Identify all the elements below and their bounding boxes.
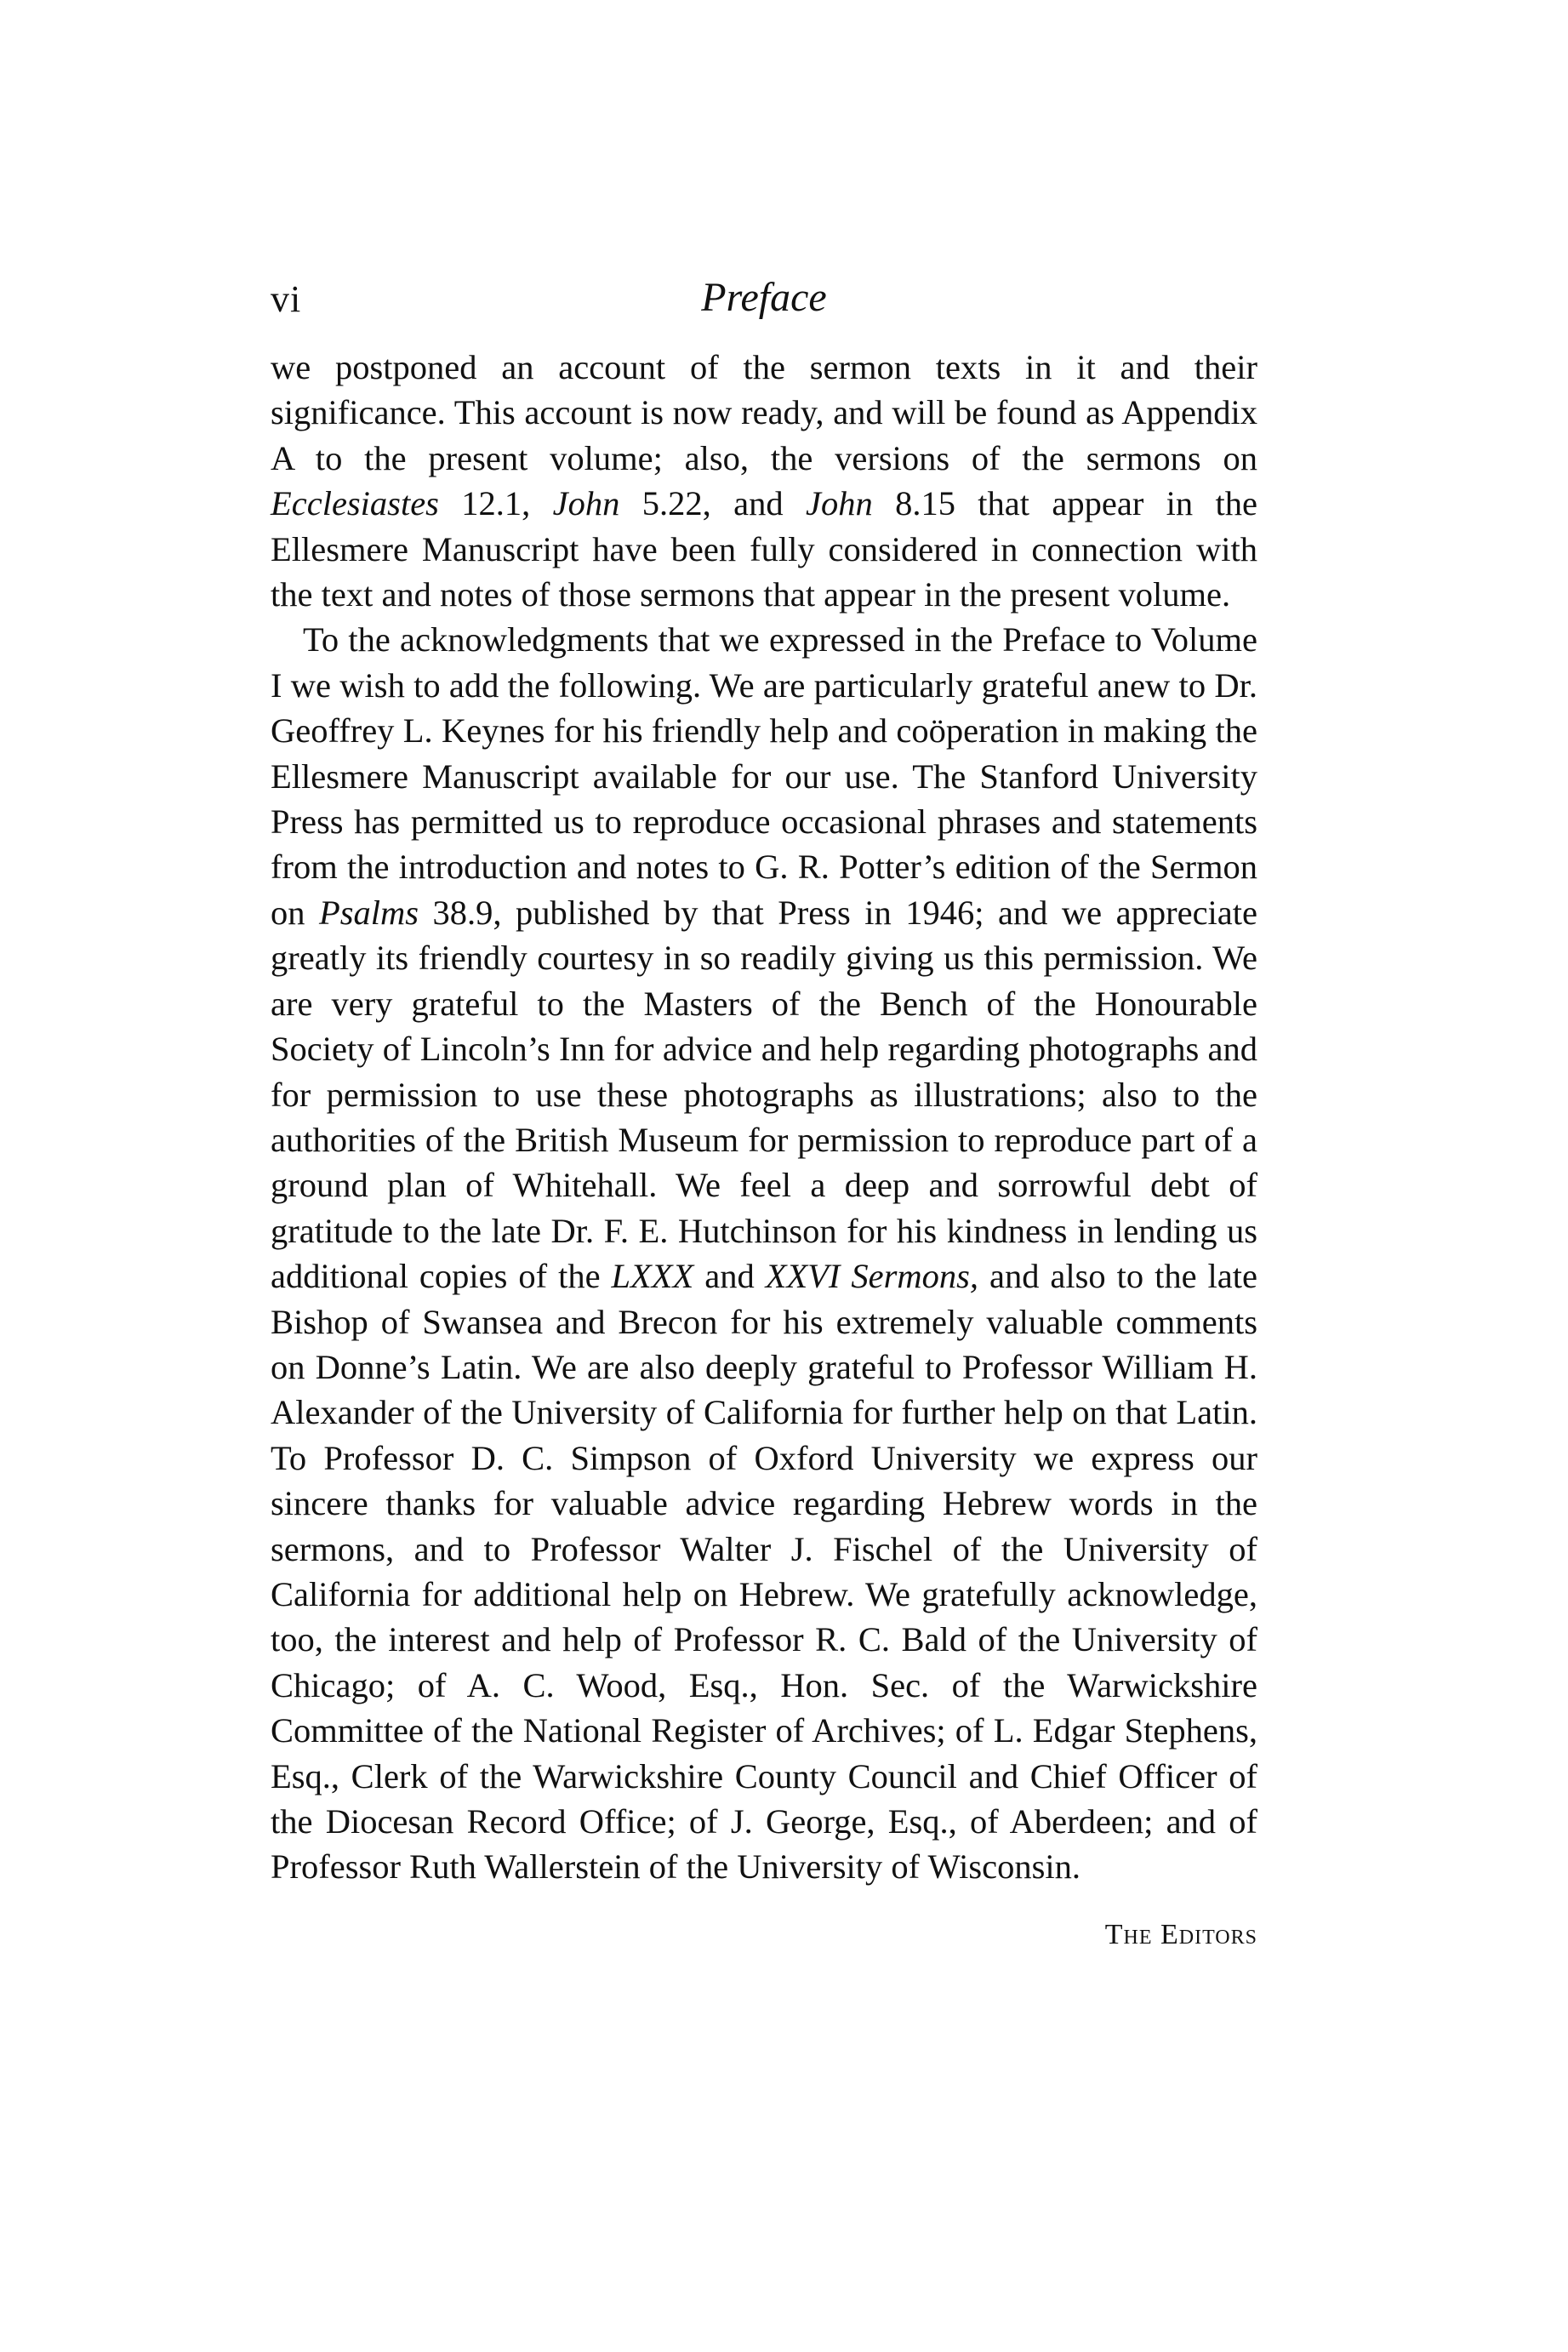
text-run: and <box>693 1257 766 1296</box>
page-header <box>271 271 1257 339</box>
italic-text: LXXX <box>611 1257 694 1296</box>
italic-text: XXVI Sermons, <box>765 1257 978 1296</box>
italic-text: Psalms <box>319 893 419 932</box>
text-run: and also to the late Bishop of Swansea and Brecon for his extremely valuable comments on Donne’s Latin. We are also deeply grateful to Professor William H. Alexander of the University of California for further help on that Latin. To Professor D. C. Simpson of Oxford University we express our sincere thanks for valuable advice regarding Hebrew words in the sermons, and to Professor Walter J. Fischel of the University of California for additional help on Hebrew. We gratefully acknowledge, too, the interest and help of Professor R. C. Bald of the University of Chicago; of A. C. Wood, Esq., Hon. Sec. of the Warwickshire Committee of the National Register of Archives; of L. Edgar Stephens, Esq., Clerk of the Warwickshire County Council and Chief Officer of the Diocesan Record Office; of J. George, Esq., of Aberdeen; and of Professor Ruth Wallerstein of the University of Wisconsin. <box>271 1257 1258 1887</box>
signature: The Editors <box>1104 1919 1257 1950</box>
page-number: vi <box>271 278 302 320</box>
text-run: To the acknowledgments that we expressed in the Preface to Volume I we wish to add the following. We are particularly grateful anew to Dr. Geoffrey L. Keynes for his friendly help and coöperation in making the Ellesmere Manuscript available for our use. The Stanford University Press has permitted us to reproduce occasional phrases and statements from the introduction and notes to G. R. Potter’s edition of the Sermon on <box>271 620 1257 932</box>
paragraph <box>271 345 1257 617</box>
italic-text: John <box>805 484 873 523</box>
text-run: 5.22, and <box>619 484 806 523</box>
text-run: 38.9, published by that Press in 1946; and we appreciate greatly its friendly courtesy in so readily giving us this permission. We are very grateful to the Masters of the Bench of the Honourable Society of Lincoln’s Inn for advice and help regarding photographs and for permission to use these photographs as illustrations; also to the authorities of the British Museum for permission to reproduce part of a ground plan of Whitehall. We feel a deep and sorrowful debt of gratitude to the late Dr. F. E. Hutchinson for his kindness in lending us additional copies of the <box>271 893 1257 1296</box>
running-head: Preface <box>701 275 827 320</box>
italic-text: John <box>552 484 620 523</box>
paragraph <box>271 617 1257 1889</box>
italic-text: Ecclesiastes <box>271 484 439 523</box>
text-run: we postponed an account of the sermon texts in it and their significance. This account is now ready, and will be found as Appendix A to the present volume; also, the versions of the sermons on <box>271 348 1257 477</box>
text-run: 8.15 that appear in the Ellesmere Manuscript have been fully considered in connection with the text and notes of those sermons that appear in the present volume. <box>271 484 1258 614</box>
text-run: 12.1, <box>438 484 553 523</box>
body-text <box>271 345 1258 1950</box>
